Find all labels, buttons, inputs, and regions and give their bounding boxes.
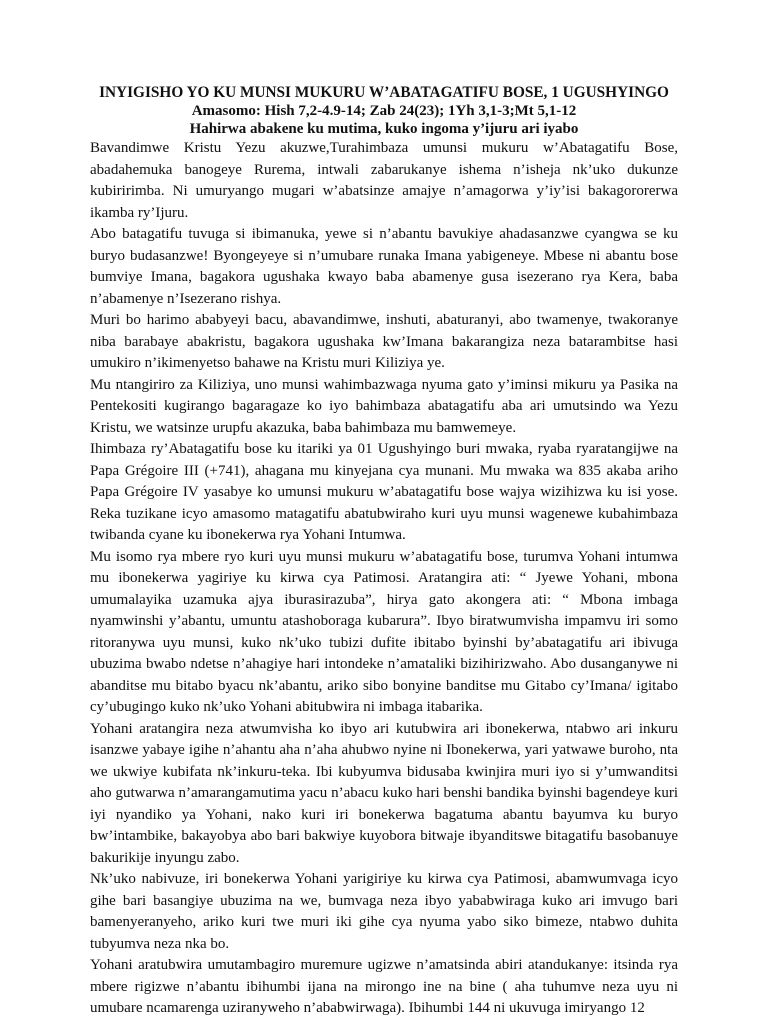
body-paragraph: Yohani aratubwira umutambagiro muremure ugizwe n’amatsinda abiri atandukanye: itsinda rya mbere rigizwe n’abantu ibihumbi ijana na mirongo ine na bine ( aha tuhumve neza uyu ni umubare ncamarenga uziranyweho n’ababwirwaga). Ibihumbi 144 ni ukuvuga imiryango 12	[90, 957, 678, 1016]
document-subtitle: Hahirwa abakene ku mutima, kuko ingoma y’ijuru ari iyabo	[189, 121, 579, 137]
body-paragraph: Muri bo harimo ababyeyi bacu, abavandimwe, inshuti, abaturanyi, abo twamenye, twakoranye niba barabaye abakristu, bagakora ugushaka kw’Imana bakarangiza neza batarambitse hasi umukiro n’ikimenyetso bahawe na Kristu muri Kiliziya ye.	[90, 312, 678, 371]
body-paragraph: Bavandimwe Kristu Yezu akuzwe,Turahimbaza umunsi mukuru w’Abatagatifu Bose, abadahemuka banogeye Rurema, intwali zabarukanye ishema n’isheja nk’uko dukunze kubiririmba. Ni umuryango mugari w’abatsinze amajye n’amagorwa y’iy’isi bakagororerwa ikamba ry’Ijuru.	[90, 140, 678, 221]
body-paragraph: Mu ntangiriro za Kiliziya, uno munsi wahimbazwaga nyuma gato y’iminsi mikuru ya Pasika na Pentekositi kugirango bagaragaze ko iyo bahimbaza abatagatifu aba ari umutsindo wa Yezu Kristu, we watsinze urupfu akazuka, baba bahimbaza mu bamwemeye.	[90, 376, 678, 436]
document-title: INYIGISHO YO KU MUNSI MUKURU W’ABATAGATIFU BOSE, 1 UGUSHYINGO	[99, 84, 669, 101]
readings-line: Amasomo: Hish 7,2-4.9-14; Zab 24(23); 1Yh 3,1-3;Mt 5,1-12	[191, 103, 577, 119]
body-paragraph: Nk’uko nabivuze, iri bonekerwa Yohani yarigiriye ku kirwa cya Patimosi, abamwumvaga icyo gihe bari basangiye ubuzima na we, bumvaga neza ibyo yababwiraga kuko ari imvugo bari bamenyeranyeho, ariko kuri twe muri iki gihe cya nyuma yabo siko bimeze, ntabwo duhita tubyumva neza nka bo.	[90, 871, 678, 952]
body-paragraph: Yohani aratangira neza atwumvisha ko ibyo ari kutubwira ari ibonekerwa, ntabwo ari inkuru isanzwe yabaye igihe n’ahantu aha n’aha ahubwo nyine ni Ibonekerwa, yari yatwawe buroho, nta we ukwiye kubifata nk’inkuru-teka. Ibi kubyumva bidusaba kwinjira muri iyo si y’umwanditsi aho gutwarwa n’amarangamutima yacu n’abacu kuko hari benshi bandika byinshi bagendeye kuri iyi nyandiko ya Yohani, nako kuri iri bonekerwa bagatuma abantu bayumva ku buryo bw’intambike, bakayobya abo bari bakwiye kuyobora bitwaje ibyanditswe bitagatifu basobanuye bakurikije inyungu zabo.	[90, 720, 678, 866]
body-paragraph: Abo batagatifu tuvuga si ibimanuka, yewe si n’abantu bavukiye ahadasanzwe cyangwa se ku buryo budasanzwe! Byongeyeye si n’umubare runaka Imana yabigeneye. Mbese ni abantu bose bumviye Imana, bagakora ugushaka kwayo baba abamenye gusa isezerano rya Kera, baba n’abamenye n’Isezerano rishya.	[90, 226, 678, 307]
body-paragraph: Ihimbaza ry’Abatagatifu bose ku itariki ya 01 Ugushyingo buri mwaka, ryaba ryaratangijwe na Papa Grégoire III (+741), ahagana mu kinyejana cya munani. Mu mwaka wa 835 akaba ariho Papa Grégoire IV yasabye ko umunsi mukuru w’abatagatifu bose wajya wizihizwa ku isi yose. Reka tuzikane icyo amasomo matagatifu abatubwiraho kuri uyu munsi wagenewe kubahimbaza twibanda cyane ku ibonekerwa rya Yohani Intumwa.	[90, 441, 678, 543]
body-paragraph: Mu isomo rya mbere ryo kuri uyu munsi mukuru w’abatagatifu bose, turumva Yohani intumwa mu ibonekerwa yagiriye ku kirwa cya Patimosi. Aratangira ati: “ Jyewe Yohani, mbona umumalayika uzamuka ajya iburasirazuba”, hirya gato akongera ati: “ Mbona imbaga nyamwinshi y’abantu, umuntu atashoboraga kubarura”. Ibyo biratwumvisha impamvu iri somo ritoranywa uyu munsi, kuko nk’uko tubizi dufite ibitabo byinshi by’abatagatifu ari ibivuga ubuzima bwabo ndetse n’ahagiye hari intondeke n’amataliki bizihirizwaho. Abo dusanganywe ni abanditse mu bitabo byacu nk’abantu, ariko sibo bonyine banditse mu Gitabo cy’Imana/ igitabo cy’ubugingo kuko nk’uko Yohani abitubwira ni imbaga itabarika.	[90, 548, 678, 715]
